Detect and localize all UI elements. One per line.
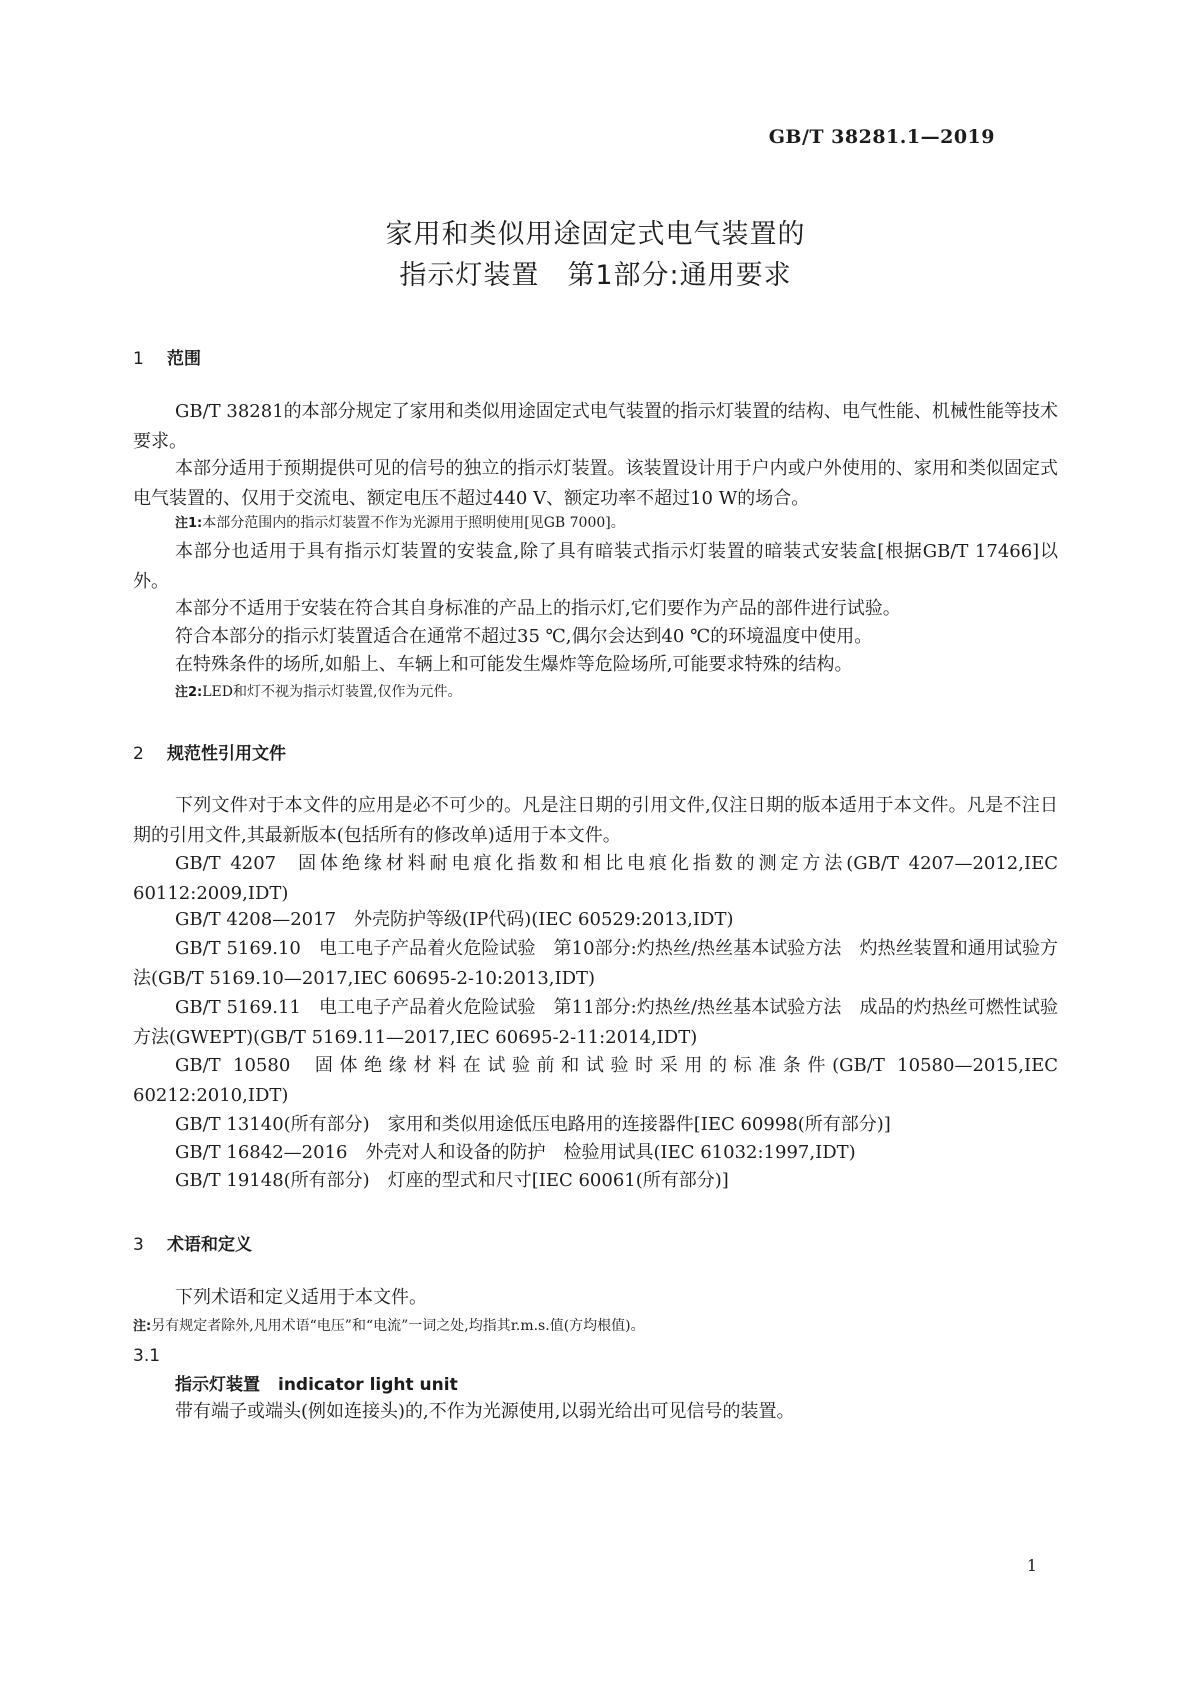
reference-item [133,1110,1058,1140]
reference-title: 外壳对人和设备的防护 检验用试具(IEC 61032:1997,IDT) [365,1142,856,1163]
section-title: 规范性引用文件 [167,744,286,764]
reference-code: GB/T 16842—2016 [175,1142,348,1163]
reference-item [133,1166,1058,1196]
reference-code: GB/T 4207 [175,853,277,874]
reference-code: GB/T 4208—2017 [175,909,337,930]
paragraph: 本部分不适用于安装在符合其自身标准的产品上的指示灯,它们要作为产品的部件进行试验。 [175,598,901,619]
reference-code: GB/T 5169.10 [175,938,301,959]
note-text: LED和灯不视为指示灯装置,仅作为元件。 [202,684,462,700]
paragraph: GB/T 38281的本部分规定了家用和类似用途固定式电气装置的指示灯装置的结构、电气性能、机械性能等技术要求。 [133,401,1058,452]
paragraph: 下列文件对于本文件的应用是必不可少的。凡是注日期的引用文件,仅注日期的版本适用于本文件。凡是不注日期的引用文件,其最新版本(包括所有的修改单)适用于本文件。 [133,795,1058,846]
reference-item [133,905,1058,935]
section-number: 3 [133,1235,144,1255]
reference-code: GB/T 5169.11 [175,997,301,1018]
title-line-1: 家用和类似用途固定式电气装置的 [385,219,806,250]
standard-number: GB/T 38281.1—2019 [768,126,995,148]
reference-code: GB/T 13140(所有部分) [175,1114,370,1135]
note-label: 注: [133,1319,152,1334]
section-number: 1 [133,349,144,369]
reference-item [133,1138,1058,1168]
term-definition: 带有端子或端头(例如连接头)的,不作为光源使用,以弱光给出可见信号的装置。 [175,1401,795,1422]
note-label: 注1: [175,516,203,531]
paragraph: 在特殊条件的场所,如船上、车辆上和可能发生爆炸等危险场所,可能要求特殊的结构。 [175,654,853,675]
reference-item [133,1051,1058,1111]
term-chinese: 指示灯装置 [175,1375,260,1395]
page-number: 1 [1026,1556,1037,1575]
term-entry [175,1370,458,1395]
reference-title: 电工电子产品着火危险试验 第11部分:灼热丝/热丝基本试验方法 成品的灼热丝可燃性试验方法(GWEPT)(GB/T 5169.11—2017,IEC 60695-2-11:2014,IDT) [133,997,1058,1048]
paragraph: 本部分适用于预期提供可见的信号的独立的指示灯装置。该装置设计用于户内或户外使用的、家用和类似固定式电气装置的、仅用于交流电、额定电压不超过440 V、额定功率不超过10 W的场合。 [133,458,1058,509]
paragraph: 符合本部分的指示灯装置适合在通常不超过35 ℃,偶尔会达到40 ℃的环境温度中使用。 [175,626,873,647]
title-line-2: 指示灯装置 第1部分:通用要求 [399,260,792,291]
reference-title: 外壳防护等级(IP代码)(IEC 60529:2013,IDT) [354,909,734,930]
term-english: indicator light unit [278,1375,458,1395]
reference-title: 灯座的型式和尺寸[IEC 60061(所有部分)] [387,1170,729,1191]
reference-title: 固体绝缘材料在试验前和试验时采用的标准条件(GB/T 10580—2015,IEC 60212:2010,IDT) [133,1055,1058,1106]
paragraph: 本部分也适用于具有指示灯装置的安装盒,除了具有暗装式指示灯装置的暗装式安装盒[根据GB/T 17466]以外。 [133,541,1058,592]
note-1 [175,513,625,534]
note-2 [175,682,461,703]
section-1-heading [133,344,201,369]
note [133,1316,645,1337]
reference-item [133,993,1058,1053]
reference-code: GB/T 19148(所有部分) [175,1170,370,1191]
note-text: 另有规定者除外,凡用术语“电压”和“电流”一词之处,均指其r.m.s.值(方均根值)。 [151,1318,645,1334]
reference-item [133,849,1058,909]
reference-code: GB/T 10580 [175,1055,291,1076]
section-2-heading [133,739,286,764]
note-text: 本部分范围内的指示灯装置不作为光源用于照明使用[见GB 7000]。 [202,515,625,531]
paragraph: 下列术语和定义适用于本文件。 [175,1287,427,1308]
reference-title: 电工电子产品着火危险试验 第10部分:灼热丝/热丝基本试验方法 灼热丝装置和通用试验方法(GB/T 5169.10—2017,IEC 60695-2-10:2013,IDT) [133,938,1058,989]
note-label: 注2: [175,685,203,700]
reference-title: 家用和类似用途低压电路用的连接器件[IEC 60998(所有部分)] [387,1114,891,1135]
reference-item [133,934,1058,994]
term-number: 3.1 [133,1346,161,1366]
section-title: 术语和定义 [167,1235,252,1255]
section-3-heading [133,1230,252,1255]
section-title: 范围 [167,349,201,369]
section-number: 2 [133,744,144,764]
reference-title: 固体绝缘材料耐电痕化指数和相比电痕化指数的测定方法(GB/T 4207—2012,IEC 60112:2009,IDT) [133,853,1058,904]
